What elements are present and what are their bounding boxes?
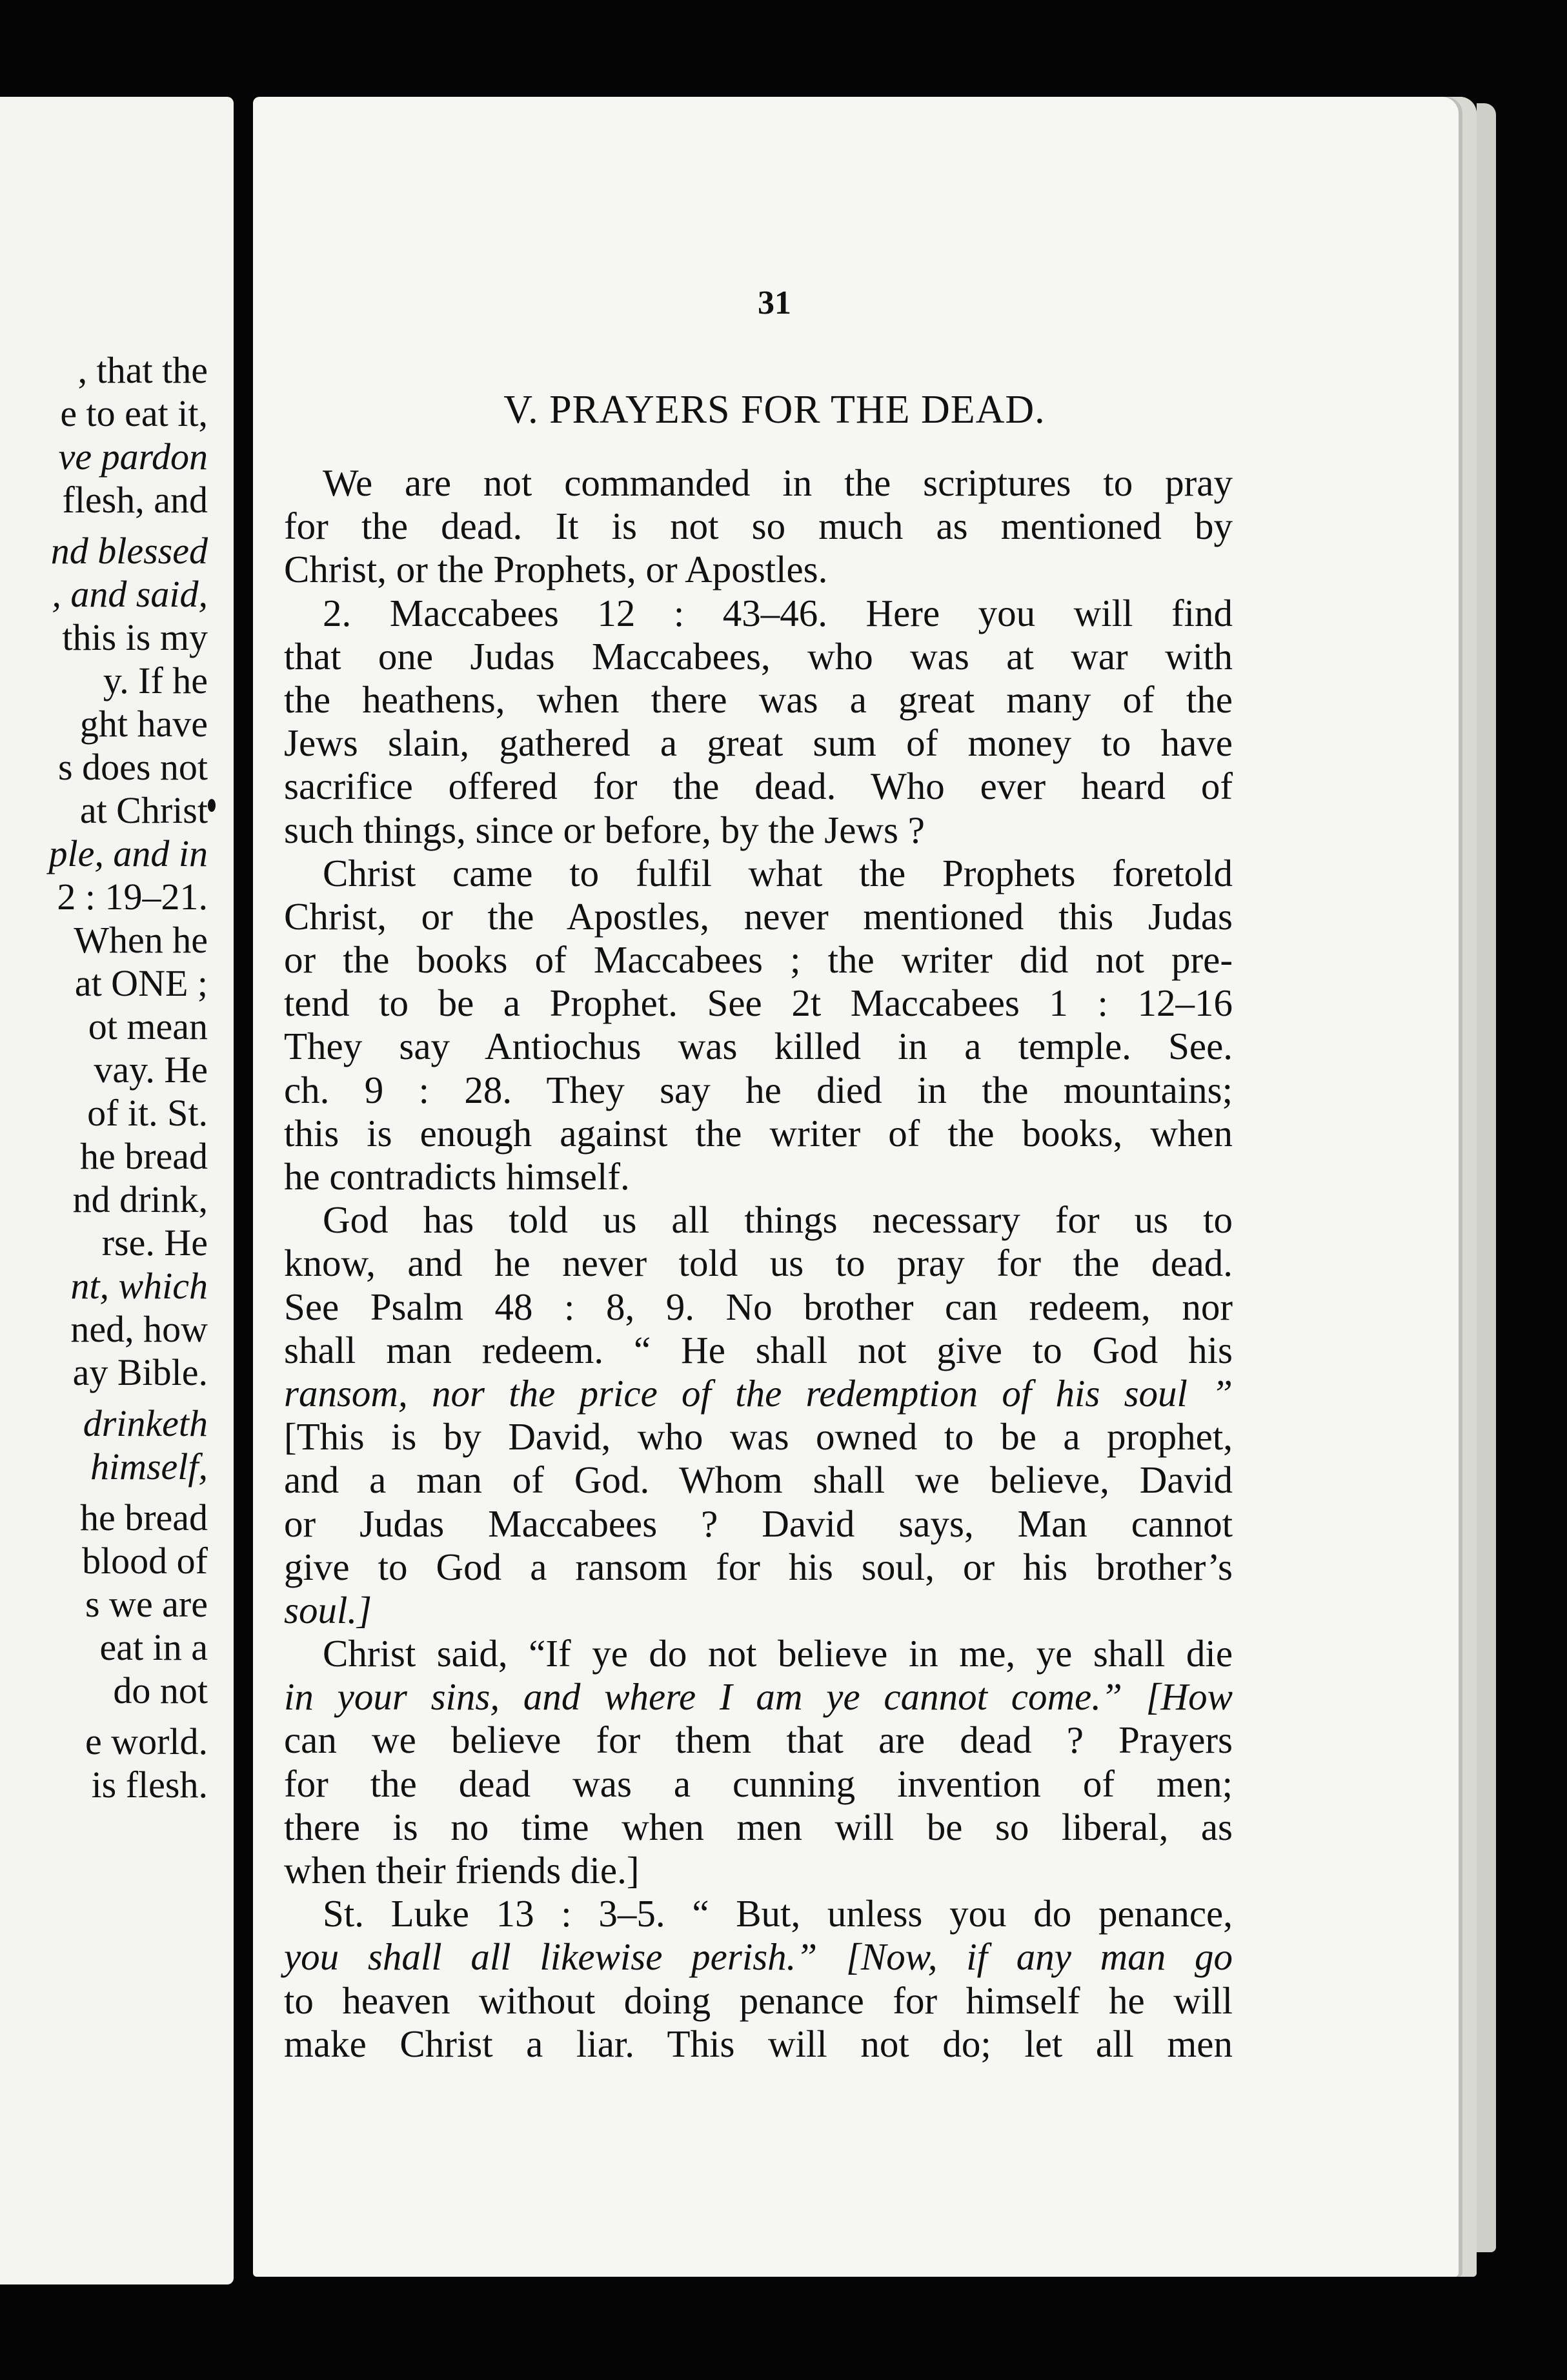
- left-line: this is my: [62, 616, 208, 658]
- left-line: he bread: [79, 1497, 208, 1538]
- left-line: ay Bible.: [72, 1351, 208, 1393]
- left-line: himself,: [90, 1446, 208, 1488]
- text-line: Christ, or the Prophets, or Apostles.: [284, 548, 828, 591]
- section-title: V. PRAYERS FOR THE DEAD.: [503, 388, 1046, 432]
- left-line: s we are: [85, 1583, 208, 1625]
- left-line: ple, and in: [48, 832, 208, 874]
- text-line: soul.]: [284, 1588, 372, 1631]
- text-line: in your sins, and where I am ye cannot come.” [How: [284, 1675, 1233, 1719]
- text-line: to heaven without doing penance for himself he will: [284, 1979, 1233, 2022]
- left-line: e to eat it,: [60, 392, 208, 434]
- left-line: vay. He: [94, 1049, 208, 1091]
- left-line: eat in a: [99, 1626, 208, 1668]
- left-line: drinketh: [83, 1402, 208, 1444]
- text-line: Christ came to fulfil what the Prophets foretold: [323, 851, 1233, 894]
- text-line: St. Luke 13 : 3–5. “ But, unless you do penance,: [323, 1892, 1233, 1935]
- text-line: give to God a ransom for his soul, or his brother’s: [284, 1545, 1233, 1588]
- text-line: tend to be a Prophet. See 2t Maccabees 1 : 12–16: [284, 982, 1233, 1025]
- text-line: know, and he never told us to pray for the dead.: [284, 1242, 1233, 1285]
- left-line: ght have: [79, 703, 208, 745]
- left-line: blood of: [82, 1540, 208, 1582]
- text-line: shall man redeem. “ He shall not give to God his: [284, 1328, 1233, 1371]
- text-line: there is no time when men will be so liberal, as: [284, 1805, 1233, 1848]
- page-number: 31: [758, 285, 791, 321]
- left-line: , and said,: [52, 573, 208, 615]
- text-line: God has told us all things necessary for us to: [323, 1198, 1233, 1242]
- left-line: ot mean: [88, 1005, 208, 1047]
- text-line: you shall all likewise perish.” [Now, if any man go: [284, 1935, 1233, 1979]
- text-line: Christ said, “If ye do not believe in me, ye shall die: [323, 1632, 1233, 1675]
- left-line: y. If he: [103, 660, 208, 701]
- text-line: when their friends die.]: [284, 1849, 640, 1891]
- left-line: When he: [74, 919, 208, 961]
- text-line: the heathens, when there was a great many of the: [284, 678, 1233, 721]
- left-line: 2 : 19–21.: [57, 876, 208, 918]
- text-line: See Psalm 48 : 8, 9. No brother can redeem, nor: [284, 1285, 1233, 1328]
- left-line: s does not: [58, 746, 208, 788]
- left-line: is flesh.: [91, 1764, 208, 1806]
- text-line: Jews slain, gathered a great sum of money to have: [284, 721, 1233, 765]
- text-line: this is enough against the writer of the books, when: [284, 1111, 1233, 1155]
- left-line: ve pardon: [58, 436, 208, 478]
- text-line: sacrifice offered for the dead. Who ever heard of: [284, 765, 1233, 808]
- page-edge: [1477, 103, 1496, 2252]
- text-line: can we believe for them that are dead ? Prayers: [284, 1719, 1233, 1762]
- left-line: rse. He: [101, 1222, 208, 1264]
- left-page: [0, 97, 234, 2284]
- text-line: such things, since or before, by the Jews ?: [284, 808, 925, 851]
- text-line: Christ, or the Apostles, never mentioned this Judas: [284, 894, 1233, 938]
- left-line: nt, which: [70, 1265, 208, 1307]
- text-line: [This is by David, who was owned to be a prophet,: [284, 1415, 1233, 1458]
- text-line: make Christ a liar. This will not do; let all men: [284, 2022, 1233, 2065]
- left-gap: [49, 1488, 208, 1496]
- left-line: of it. St.: [87, 1092, 208, 1134]
- left-gap: [49, 521, 208, 529]
- left-line: e world.: [85, 1720, 208, 1762]
- text-line: They say Antiochus was killed in a temple. See.: [284, 1025, 1233, 1068]
- text-line: for the dead was a cunning invention of men;: [284, 1762, 1233, 1805]
- left-line: nd blessed: [50, 530, 208, 572]
- left-line: , that the: [77, 349, 208, 391]
- text-line: ch. 9 : 28. They say he died in the mountains;: [284, 1068, 1233, 1111]
- left-line: flesh, and: [62, 479, 208, 521]
- text-line: and a man of God. Whom shall we believe, David: [284, 1458, 1233, 1502]
- left-line: at Christ: [79, 789, 208, 831]
- ink-mark: [208, 799, 216, 812]
- text-line: 2. Maccabees 12 : 43–46. Here you will find: [323, 591, 1233, 634]
- left-line: ned, how: [70, 1308, 208, 1350]
- left-gap: [49, 1394, 208, 1402]
- text-line: ransom, nor the price of the redemption of his soul ”: [284, 1371, 1233, 1415]
- left-line: nd drink,: [72, 1178, 208, 1220]
- text-line: he contradicts himself.: [284, 1155, 630, 1198]
- left-line: do not: [113, 1669, 208, 1711]
- left-line: at ONE ;: [74, 962, 208, 1004]
- body-text: [284, 461, 1233, 2066]
- left-line: he bread: [79, 1135, 208, 1177]
- text-line: or Judas Maccabees ? David says, Man cannot: [284, 1502, 1233, 1545]
- text-line: that one Judas Maccabees, who was at war with: [284, 634, 1233, 678]
- left-gap: [49, 1712, 208, 1720]
- left-page-text: [49, 348, 208, 1806]
- text-line: We are not commanded in the scriptures to pray: [323, 461, 1233, 504]
- text-line: or the books of Maccabees ; the writer did not pre-: [284, 938, 1233, 982]
- text-line: for the dead. It is not so much as mentioned by: [284, 505, 1233, 548]
